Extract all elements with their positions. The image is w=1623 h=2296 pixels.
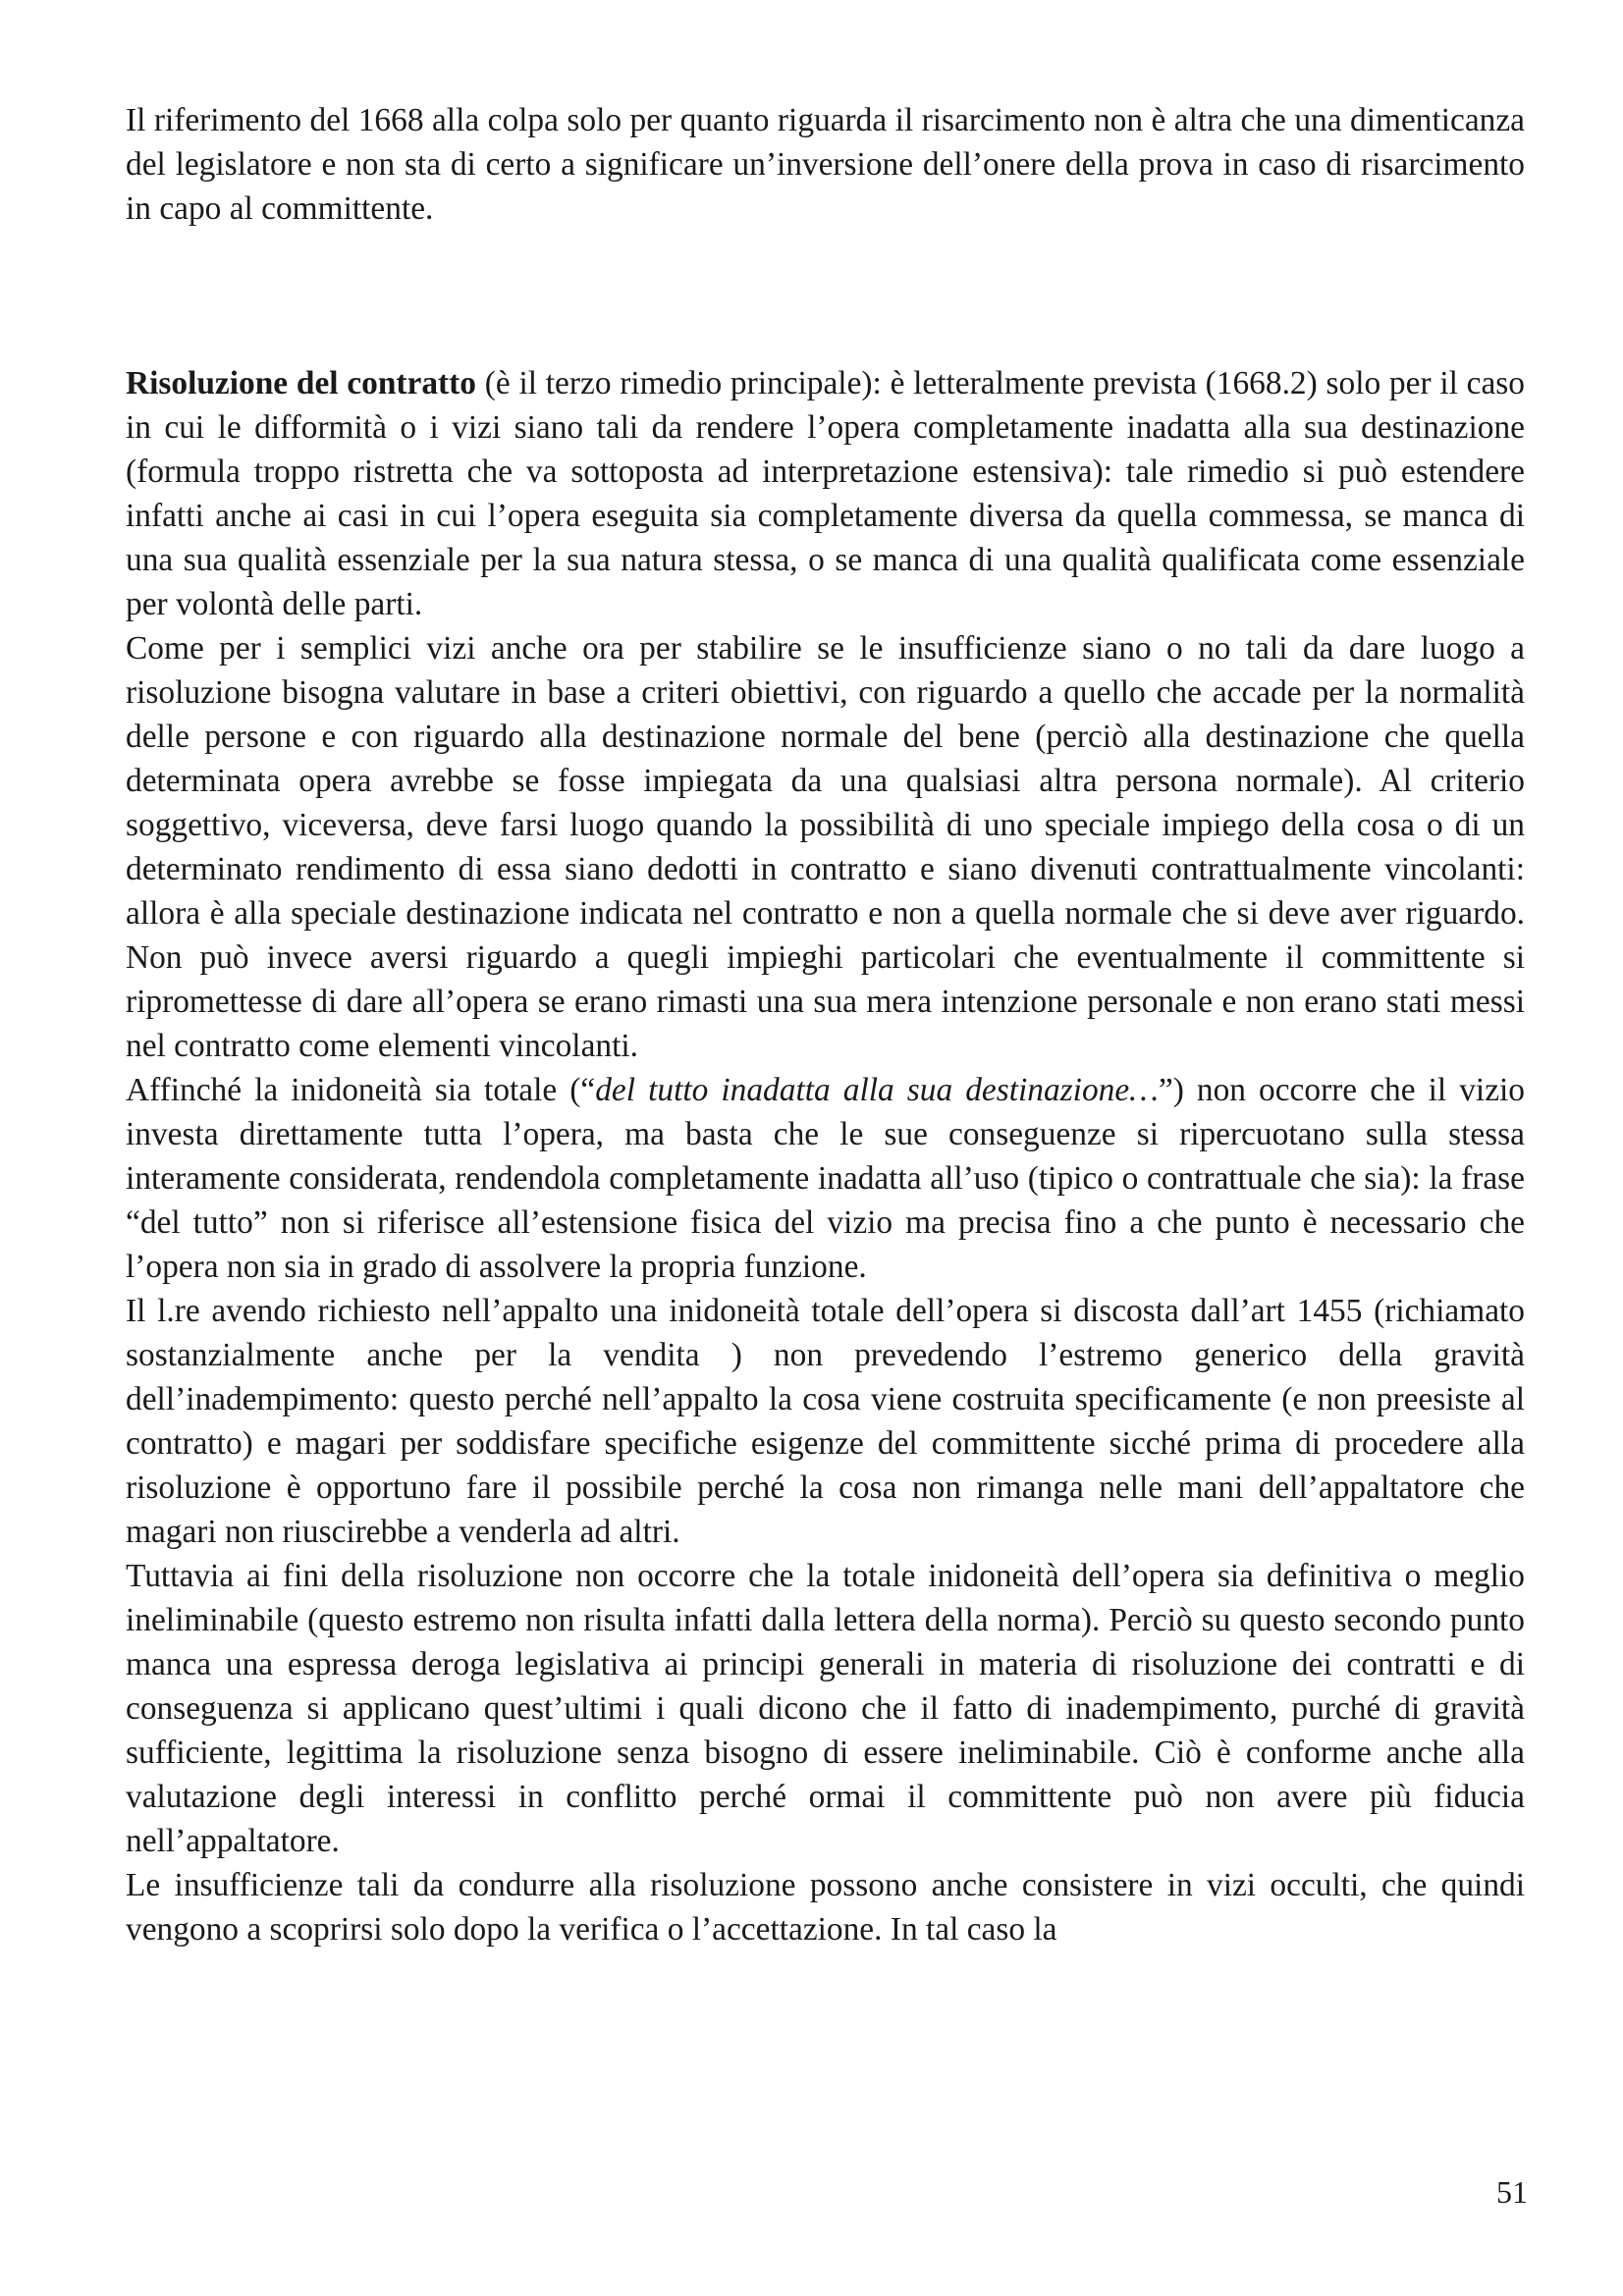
paragraph-ineliminabile: Tuttavia ai fini della risoluzione non occorre che la totale inidoneità dell’opera sia definitiva o meglio ineliminabile (questo estremo non risulta infatti dalla lettera della norma). Perciò su questo secondo punto manca una espressa deroga legislativa ai principi generali in materia di risoluzione dei contratti e di conseguenza si applicano quest’ultimi i quali dicono che il fatto di inadempimento, purché di gravità sufficiente, legittima la risoluzione senza bisogno di essere ineliminabile. Ciò è conforme anche alla valutazione degli interessi in conflitto perché ormai il committente può non avere più fiducia nell’appaltatore. [126,1558,1525,1859]
paragraph-legislatore: Il l.re avendo richiesto nell’appalto una inidoneità totale dell’opera si discosta dall’art 1455 (richiamato sostanzialmente anche per la vendita ) non prevedendo l’estremo generico della gravità dell’inadempimento: questo perché nell’appalto la cosa viene costruita specificamente (e non preesiste al contratto) e magari per soddisfare specifiche esigenze del committente sicché prima di procedere alla risoluzione è opportuno fare il possibile perché la cosa non rimanga nelle mani dell’appaltatore che magari non riuscirebbe a venderla ad altri. [126,1293,1525,1550]
section-spacer [126,231,1525,361]
intro-paragraph: Il riferimento del 1668 alla colpa solo per quanto riguarda il risarcimento non è altra che una dimenticanza del legislatore e non sta di certo a significare un’inversione dell’onere della prova in caso di risarcimento in capo al committente. [126,102,1525,227]
page-number: 51 [1496,2174,1528,2210]
paragraph-inidoneita-lead: Affinché la inidoneità sia totale (“ [126,1072,596,1108]
section-heading-rest: (è il terzo rimedio principale): è letteralmente prevista (1668.2) solo per il caso in cui le difformità o i vizi siano tali da rendere l’opera completamente inadatta alla sua destinazione (formula troppo ristretta che va sottoposta ad interpretazione estensiva): tale rimedio si può estendere infatti anche ai casi in cui l’opera eseguita sia completamente diversa da quella commessa, se manca di una sua qualità essenziale per la sua natura stessa, o se manca di una qualità qualificata come essenziale per volontà delle parti. [126,365,1525,622]
section-paragraph [126,361,1525,626]
paragraph-inidoneita-rest: ”) non occorre che il vizio investa direttamente tutta l’opera, ma basta che le sue conseguenze si ripercuotano sulla stessa interamente considerata, rendendola completamente inadatta all’uso (tipico o contrattuale che sia): la frase “del tutto” non si riferisce all’estensione fisica del vizio ma precisa fino a che punto è necessario che l’opera non sia in grado di assolvere la propria funzione. [126,1072,1525,1285]
document-page [126,98,1525,1951]
section-heading: Risoluzione del contratto [126,365,476,401]
paragraph-inidoneita-quote: del tutto inadatta alla sua destinazione… [595,1072,1159,1108]
paragraph-criteria: Come per i semplici vizi anche ora per stabilire se le insufficienze siano o no tali da dare luogo a risoluzione bisogna valutare in base a criteri obiettivi, con riguardo a quello che accade per la normalità delle persone e con riguardo alla destinazione normale del bene (perciò alla destinazione che quella determinata opera avrebbe se fosse impiegata da una qualsiasi altra persona normale). Al criterio soggettivo, viceversa, deve farsi luogo quando la possibilità di uno speciale impiego della cosa o di un determinato rendimento di essa siano dedotti in contratto e siano divenuti contrattualmente vincolanti: allora è alla speciale destinazione indicata nel contratto e non a quella normale che si deve aver riguardo. Non può invece aversi riguardo a quegli impieghi particolari che eventualmente il committente si ripromettesse di dare all’opera se erano rimasti una sua mera intenzione personale e non erano stati messi nel contratto come elementi vincolanti. [126,630,1525,1064]
paragraph-inidoneita [126,1068,1525,1289]
paragraph-vizi-occulti: Le insufficienze tali da condurre alla risoluzione possono anche consistere in vizi occulti, che quindi vengono a scoprirsi solo dopo la verifica o l’accettazione. In tal caso la [126,1867,1525,1948]
